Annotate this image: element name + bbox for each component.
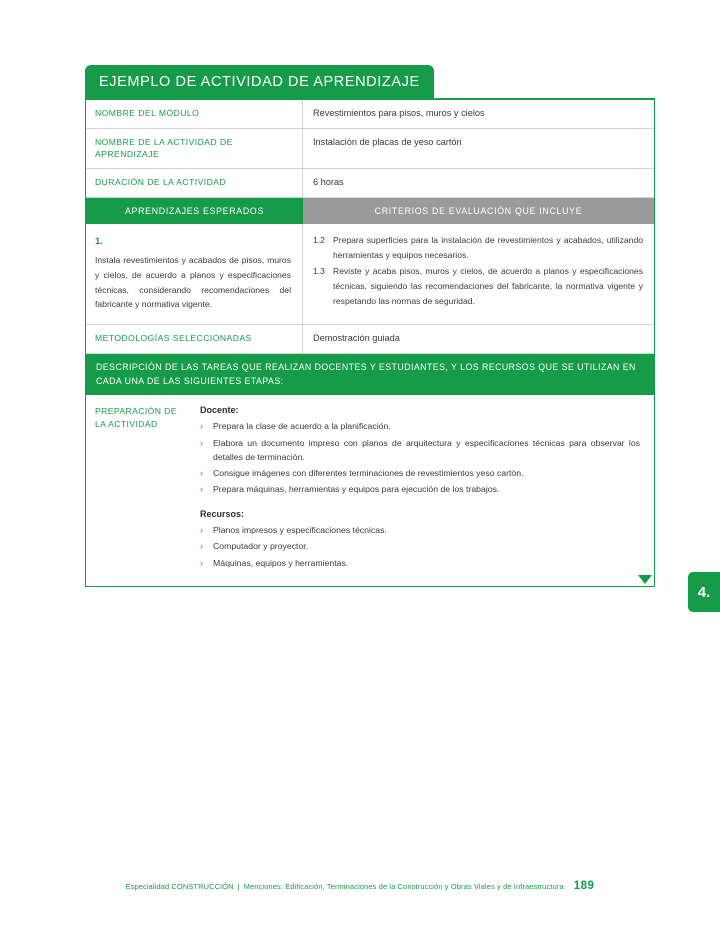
chevron-right-icon: › [200, 541, 203, 552]
resources-heading: Recursos: [200, 508, 245, 519]
row-label-activity-name: NOMBRE DE LA ACTIVIDAD DE APRENDIZAJE [86, 129, 303, 168]
list-item [200, 539, 640, 554]
list-item [200, 436, 640, 465]
row-label-module: NOMBRE DEL MÓDULO [86, 100, 303, 128]
table-row [86, 129, 654, 169]
chevron-right-icon: › [200, 484, 203, 495]
chevron-right-icon: › [200, 437, 203, 448]
activity-title-text: EJEMPLO DE ACTIVIDAD DE APRENDIZAJE [99, 73, 420, 90]
chevron-right-icon: › [200, 467, 203, 478]
table-row [86, 169, 654, 198]
list-item-text: Planos impresos y especificaciones técnicas. [213, 524, 387, 535]
column-headings-row [86, 198, 654, 224]
resources-list [200, 523, 640, 571]
list-item [200, 482, 640, 497]
column-header-criteria: CRITERIOS DE EVALUACIÓN QUE INCLUYE [303, 198, 654, 224]
criteria-item [313, 233, 643, 263]
row-label-duration: DURACIÓN DE LA ACTIVIDAD [86, 169, 303, 197]
criteria-number: 1.2 [313, 234, 325, 245]
row-value-methodology: Demostración guiada [313, 333, 400, 344]
page-footer [0, 880, 720, 892]
criteria-number: 1.3 [313, 266, 325, 277]
list-item [200, 419, 640, 434]
chevron-right-icon: › [200, 557, 203, 568]
tasks-row [86, 395, 654, 586]
row-label-methodology: METODOLOGÍAS SELECCIONADAS [86, 325, 303, 353]
list-item [200, 523, 640, 538]
description-band: DESCRIPCIÓN DE LAS TAREAS QUE REALIZAN DOCENTES Y ESTUDIANTES, Y LOS RECURSOS QUE SE UTILIZAN EN CADA UNA DE LAS SIGUIENTES ETAPAS: [86, 354, 654, 395]
footer-mentions: Menciones: Edificación, Terminaciones de la Construcción y Obras Viales y de Infraestructura [243, 882, 564, 891]
row-value-module: Revestimientos para pisos, muros y cielos [313, 108, 485, 118]
list-item-text: Computador y proyector. [213, 541, 309, 552]
chapter-tab [688, 572, 720, 612]
learning-outcome-cell [86, 224, 303, 324]
list-item-text: Consigue imágenes con diferentes terminaciones de revestimientos yeso cartón. [213, 467, 524, 478]
list-item-text: Prepara máquinas, herramientas y equipos para ejecución de los trabajos. [213, 484, 500, 495]
list-item-text: Prepara la clase de acuerdo a la planificación. [213, 421, 391, 432]
footer-separator: | [237, 882, 240, 891]
page-number: 189 [573, 880, 595, 892]
table-row [86, 325, 654, 354]
row-value-duration: 6 horas [313, 176, 344, 187]
triangle-down-icon [638, 575, 652, 584]
chevron-right-icon: › [200, 421, 203, 432]
criteria-text: Reviste y acaba pisos, muros y cielos, de acuerdo a planos y especificaciones técnicas, siguiendo las recomendaciones del fabricante, la normativa vigente y respetando las normas de seguridad. [333, 266, 643, 306]
activity-table [85, 98, 655, 587]
teacher-heading: Docente: [200, 405, 239, 416]
chevron-right-icon: › [200, 524, 203, 535]
learning-outcome-text: Instala revestimientos y acabados de pisos, muros y cielos, de acuerdo a planos y especificaciones técnicas, considerando recomendaciones del fabricante y normativa vigente. [95, 254, 291, 310]
list-item-text: Elabora un documento impreso con planos de arquitectura y especificaciones técnicas para observar los detalles de terminación. [213, 437, 640, 462]
criteria-cell [303, 224, 654, 324]
list-item [200, 556, 640, 571]
teacher-task-list [200, 419, 640, 497]
list-item-text: Máquinas, equipos y herramientas. [213, 557, 349, 568]
outcomes-criteria-row [86, 224, 654, 325]
chapter-tab-label: 4. [697, 583, 711, 601]
tasks-stage-label: PREPARACIÓN DE LA ACTIVIDAD [95, 406, 177, 430]
tasks-body [196, 395, 654, 586]
footer-specialty: Especialidad CONSTRUCCIÓN [125, 882, 234, 891]
list-item [200, 466, 640, 481]
row-value-activity-name: Instalación de placas de yeso cartón [313, 136, 462, 147]
table-row [86, 100, 654, 129]
learning-outcome-number: 1. [95, 234, 103, 246]
column-header-learning-outcomes: APRENDIZAJES ESPERADOS [86, 198, 303, 224]
criteria-item [313, 264, 643, 308]
criteria-text: Prepara superficies para la instalación de revestimientos y acabados, utilizando herramientas y equipos necesarios. [333, 234, 643, 260]
activity-title-tab [85, 65, 434, 98]
